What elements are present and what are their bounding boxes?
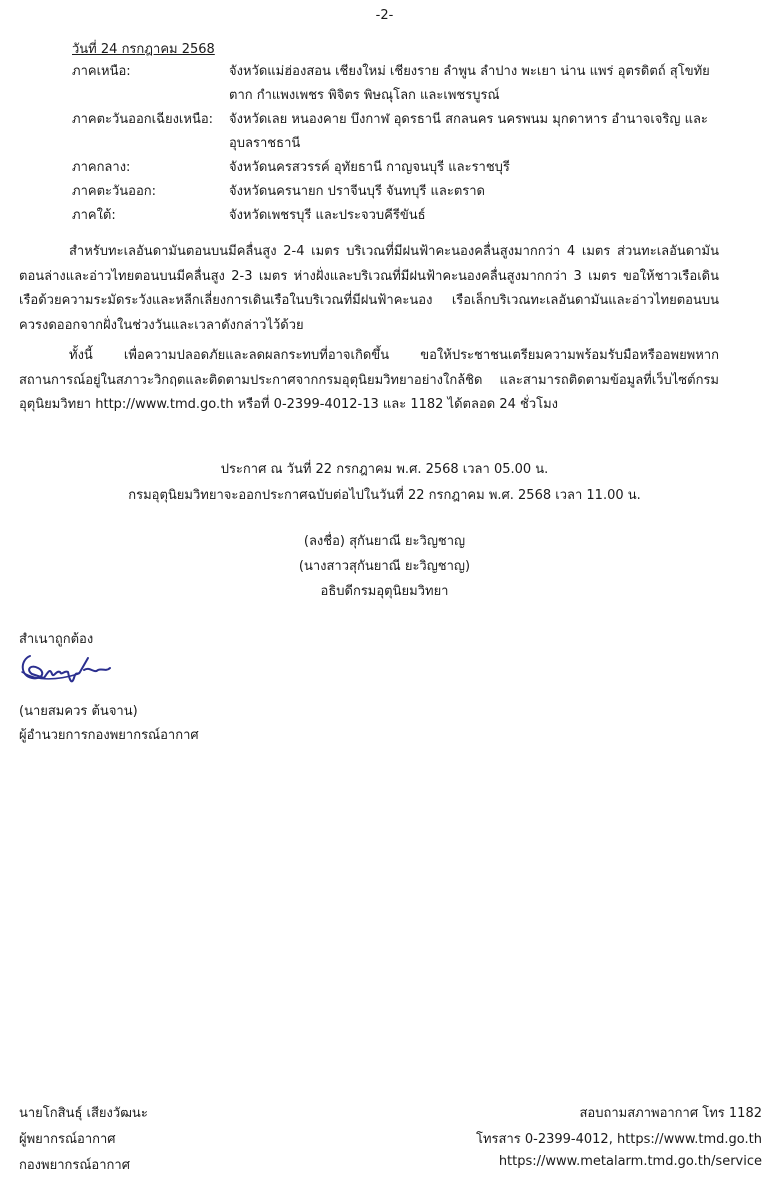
footer-forecaster-name: นายโกสินธุ์ เสียงวัฒนะ (19, 1106, 148, 1121)
footer-fax-website: โทรสาร 0-2399-4012, https://www.tmd.go.th (476, 1132, 762, 1147)
region-row-north (72, 60, 722, 108)
region-provinces: จังหวัดเลย หนองคาย บึงกาฬ อุดรธานี สกลนคร นครพนม มุกดาหาร อำนาจเจริญ และอุบลราชธานี (229, 112, 708, 151)
region-provinces: จังหวัดแม่ฮ่องสอน เชียงใหม่ เชียงราย ลำพูน ลำปาง พะเยา น่าน แพร่ อุตรดิตถ์ สุโขทัย ตาก กำแพงเพชร พิจิตร พิษณุโลก และเพชรบูรณ์ (229, 64, 710, 103)
signature-image (18, 648, 113, 688)
region-row-central (72, 156, 722, 180)
region-name: ภาคตะวันออกเฉียงเหนือ: (72, 112, 214, 127)
region-row-east (72, 180, 722, 204)
next-announcement: กรมอุตุนิยมวิทยาจะออกประกาศฉบับต่อไปในวันที่ 22 กรกฎาคม พ.ศ. 2568 เวลา 11.00 น. (128, 488, 641, 503)
page-number: -2- (375, 8, 394, 23)
date-heading: วันที่ 24 กรกฎาคม 2568 (72, 42, 215, 57)
footer-forecaster-role: ผู้พยากรณ์อากาศ (19, 1132, 116, 1147)
region-row-northeast (72, 108, 722, 156)
certifier-name: (นายสมควร ต้นจาน) (19, 704, 138, 719)
signatory-signed: (ลงชื่อ) สุกันยาณี ยะวิญชาญ (303, 534, 466, 549)
certifier-title: ผู้อำนวยการกองพยากรณ์อากาศ (19, 728, 199, 743)
region-name: ภาคกลาง: (72, 160, 131, 175)
safety-advisory-paragraph: ทั้งนี้ เพื่อความปลอดภัยและลดผลกระทบที่อาจเกิดขึ้น ขอให้ประชาชนเตรียมความพร้อมรับมือหรืออพยพหากสถานการณ์อยู่ในสภาวะวิกฤตและติดตามประกาศจากกรมอุตุนิยมวิทยาอย่างใกล้ชิด และสามารถติดตามข้อมูลที่เว็บไซต์กรมอุตุนิยมวิทยา http://www.tmd.go.th หรือที่ 0-2399-4012-13 และ 1182 ได้ตลอด 24 ชั่วโมง (19, 348, 719, 412)
region-provinces: จังหวัดนครนายก ปราจีนบุรี จันทบุรี และตราด (229, 184, 485, 199)
region-name: ภาคตะวันออก: (72, 184, 157, 199)
footer-forecaster-division: กองพยากรณ์อากาศ (19, 1158, 130, 1173)
region-name: ภาคเหนือ: (72, 64, 131, 79)
region-name: ภาคใต้: (72, 208, 116, 223)
announcement-date: ประกาศ ณ วันที่ 22 กรกฎาคม พ.ศ. 2568 เวลา 05.00 น. (220, 462, 549, 477)
region-row-south (72, 204, 722, 228)
signatory-title: อธิบดีกรมอุตุนิยมวิทยา (320, 584, 449, 599)
region-provinces: จังหวัดเพชรบุรี และประจวบคีรีขันธ์ (229, 208, 426, 223)
region-provinces: จังหวัดนครสวรรค์ อุทัยธานี กาญจนบุรี และราชบุรี (229, 160, 510, 175)
footer-metalarm-link[interactable]: https://www.metalarm.tmd.go.th/service (498, 1154, 762, 1169)
footer-hotline: สอบถามสภาพอากาศ โทร 1182 (579, 1106, 762, 1121)
marine-warning-paragraph: สำหรับทะเลอันดามันตอนบนมีคลื่นสูง 2-4 เมตร บริเวณที่มีฝนฟ้าคะนองคลื่นสูงมากกว่า 4 เมตร ส่วนทะเลอันดามันตอนล่างและอ่าวไทยตอนบนมีคลื่นสูง 2-3 เมตร ห่างฝั่งและบริเวณที่มีฝนฟ้าคะนองคลื่นสูงมากกว่า 3 เมตร ขอให้ชาวเรือเดินเรือด้วยความระมัดระวังและหลีกเลี่ยงการเดินเรือในบริเวณที่มีฝนฟ้าคะนอง เรือเล็กบริเวณทะเลอันดามันและอ่าวไทยตอนบนควรงดออกจากฝั่งในช่วงวันและเวลาดังกล่าวไว้ด้วย (19, 244, 719, 333)
certified-copy-label: สำเนาถูกต้อง (19, 632, 94, 647)
signatory-full-name: (นางสาวสุกันยาณี ยะวิญชาญ) (298, 559, 471, 574)
